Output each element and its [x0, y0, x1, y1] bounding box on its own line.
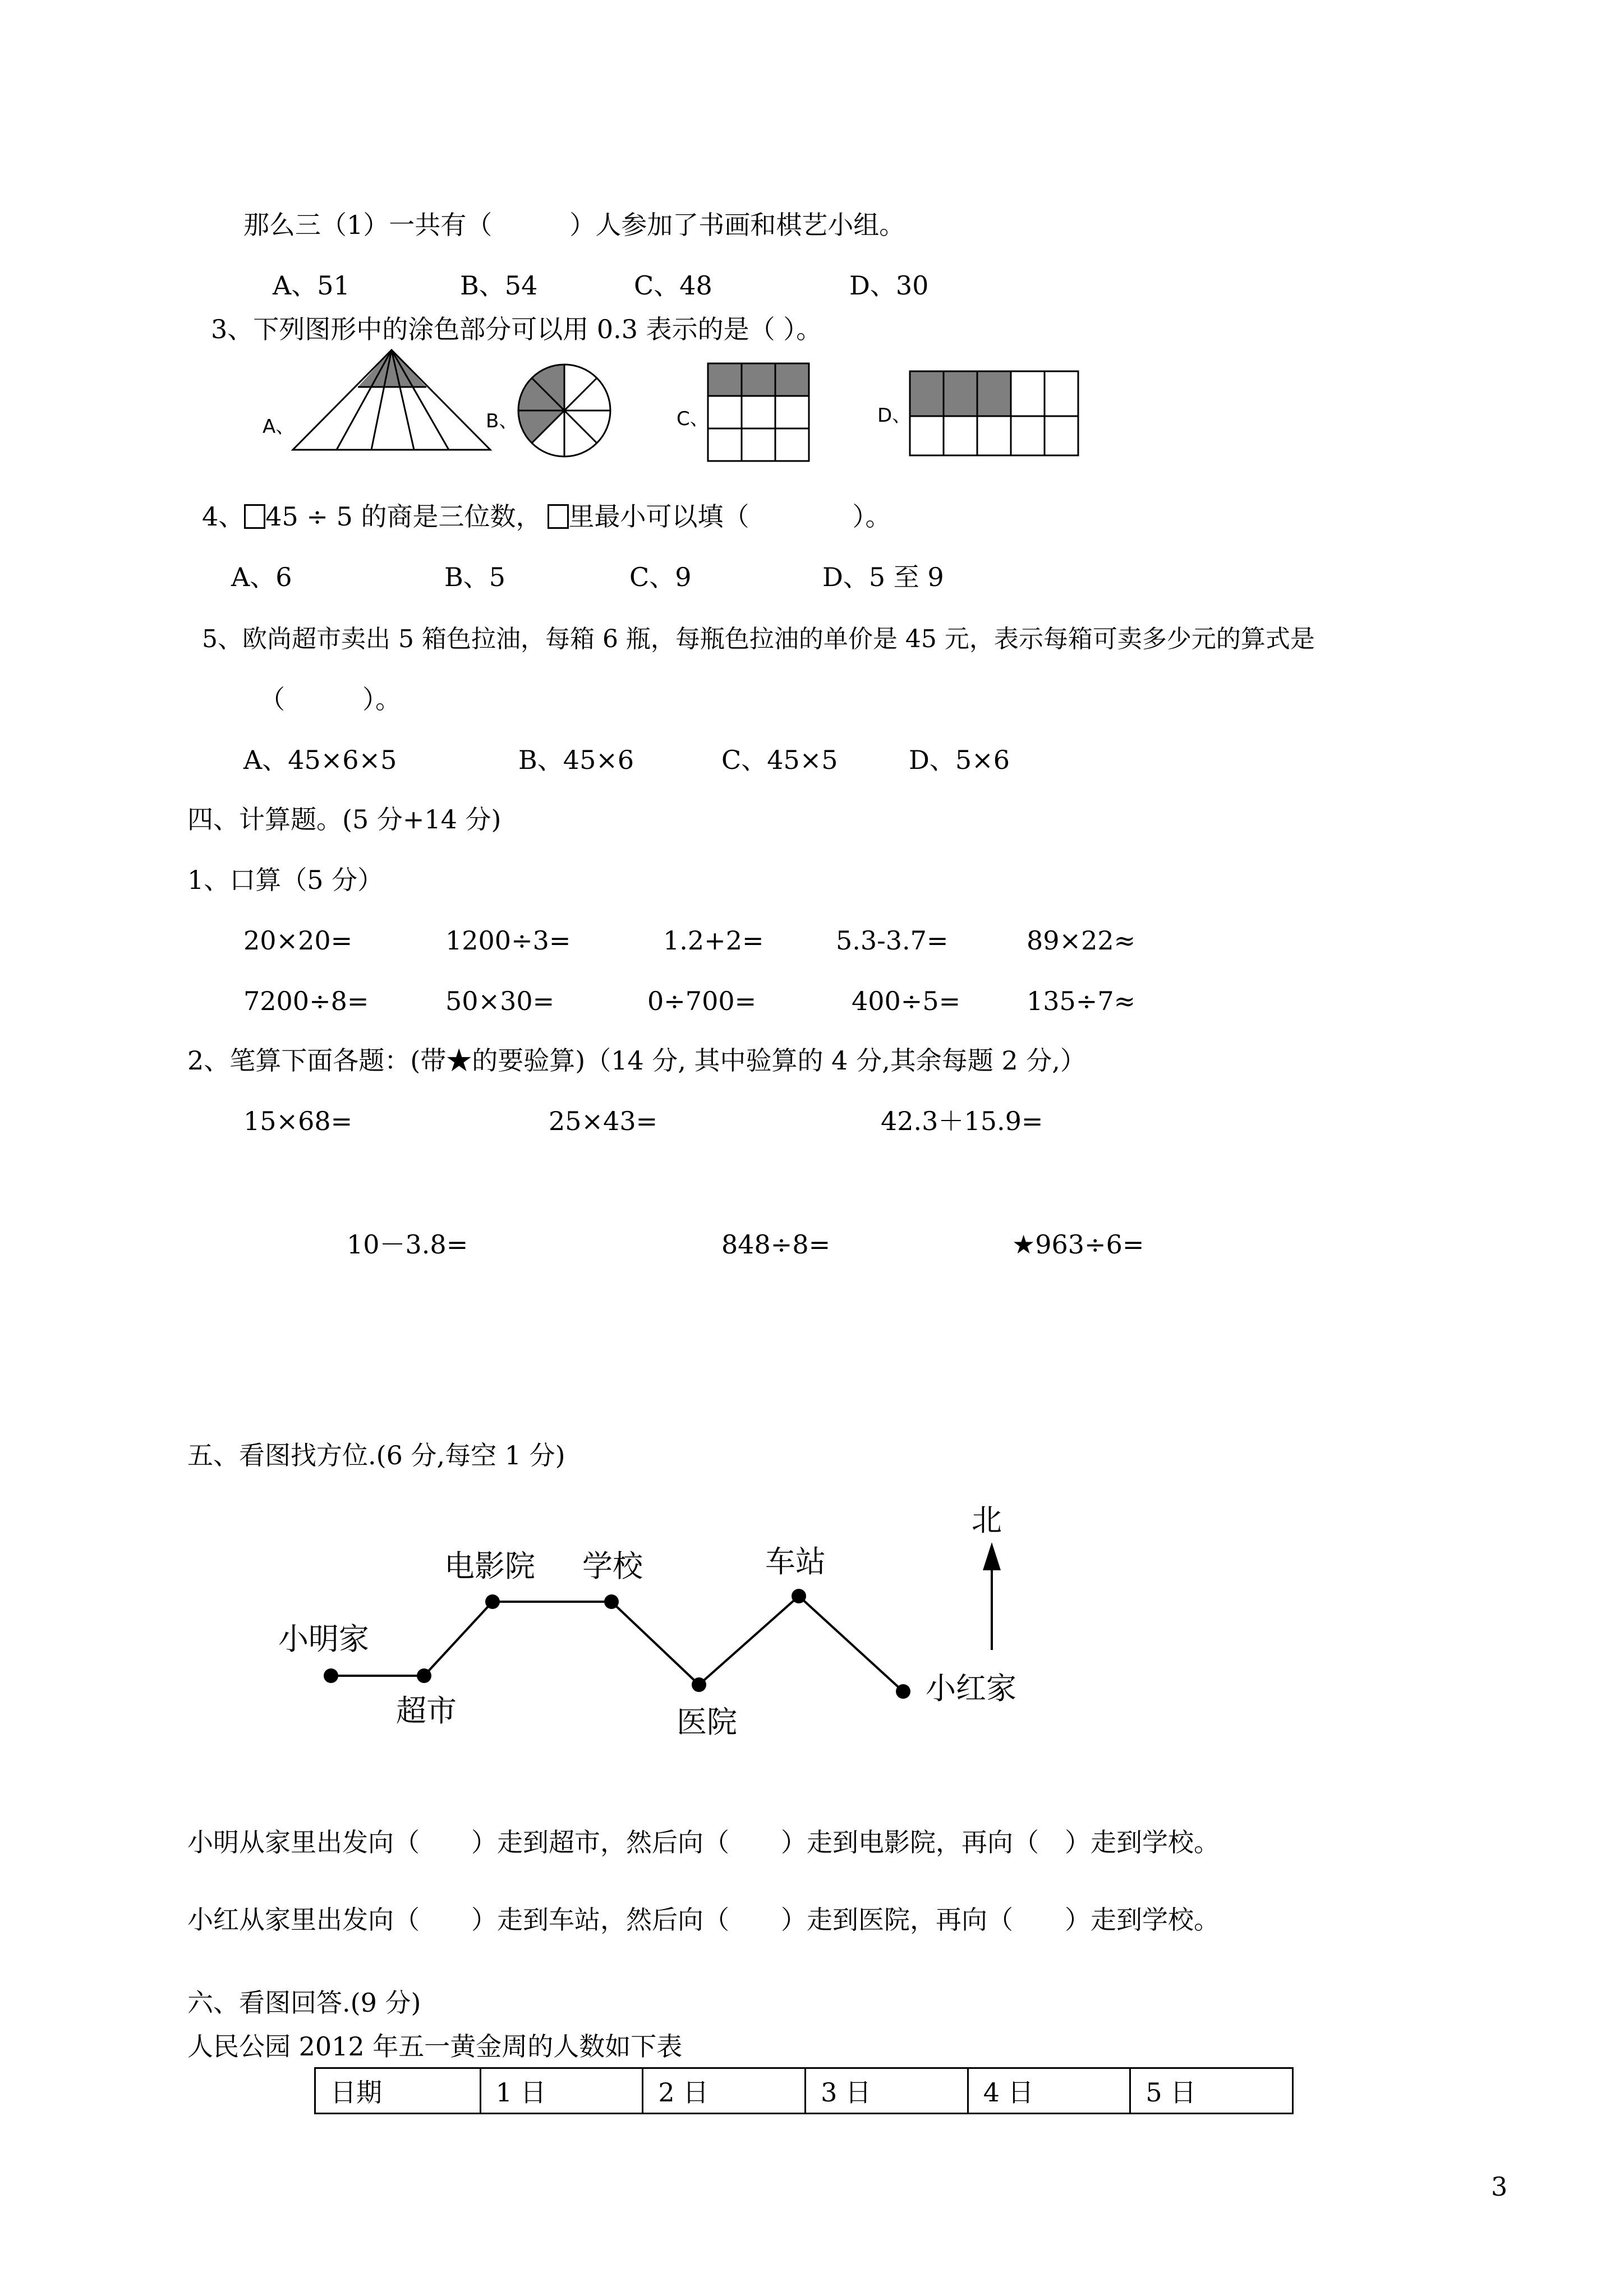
q4-option-a: A、6	[231, 562, 292, 592]
oral-item: 50×30=	[445, 986, 555, 1016]
map-label-school: 学校	[582, 1548, 643, 1584]
written-item: 848÷8=	[721, 1229, 831, 1260]
map-point-hospital	[692, 1677, 706, 1692]
written-item: 15×68=	[243, 1106, 353, 1136]
q4-prefix: 4、	[202, 501, 245, 532]
map-label-supermarket: 超市	[396, 1693, 457, 1728]
written-title: 2、笔算下面各题：(带★的要验算)（14 分, 其中验算的 4 分,其余每题 2 分,）	[187, 1045, 1086, 1076]
map-point-xiaohong-home	[896, 1684, 910, 1699]
north-arrow-icon	[983, 1542, 1001, 1570]
section4-title: 四、计算题。(5 分+14 分)	[187, 804, 502, 835]
oral-item: 20×20=	[243, 925, 353, 956]
q5-line2: （ ）。	[259, 684, 401, 714]
oral-item: 5.3-3.7=	[836, 925, 949, 956]
oral-item: 7200÷8=	[243, 986, 369, 1016]
table-header-day: 2 日	[643, 2068, 806, 2114]
written-item: 25×43=	[549, 1106, 658, 1136]
q4-mid: 45 ÷ 5 的商是三位数，	[265, 501, 542, 532]
q5-line1: 5、欧尚超市卖出 5 箱色拉油，每箱 6 瓶，每瓶色拉油的单价是 45 元，表示每箱可卖多少元的算式是	[202, 625, 1315, 653]
page-number: 3	[1491, 2171, 1508, 2202]
table-caption: 人民公园 2012 年五一黄金周的人数如下表	[187, 2031, 683, 2062]
q2-option-c: C、48	[634, 270, 712, 301]
map-label-xiaohong-home: 小红家	[926, 1671, 1016, 1706]
oral-title: 1、口算（5 分）	[187, 865, 384, 895]
map-label-hospital: 医院	[677, 1704, 737, 1740]
q4-tail: 里最小可以填（ ）。	[568, 501, 891, 532]
figure-b-label: B、	[486, 410, 518, 432]
q5-option-c: C、45×5	[721, 745, 838, 775]
written-item: 10－3.8=	[347, 1229, 468, 1260]
oral-item: 0÷700=	[647, 986, 757, 1016]
table-header-day: 5 日	[1130, 2068, 1293, 2114]
map-point-supermarket	[417, 1668, 431, 1683]
oral-item: 135÷7≈	[1027, 986, 1136, 1016]
q2-option-a: A、51	[273, 270, 350, 301]
q5-option-d: D、5×6	[909, 745, 1010, 775]
oral-item: 1.2+2=	[663, 925, 764, 956]
map-point-xiaoming-home	[324, 1668, 338, 1683]
north-label: 北	[972, 1502, 1002, 1538]
q5-option-b: B、45×6	[518, 745, 634, 775]
q5-option-a: A、45×6×5	[243, 745, 397, 775]
map-point-school	[604, 1594, 619, 1609]
figure-c-label: C、	[677, 408, 709, 430]
section6-title: 六、看图回答.(9 分)	[187, 1988, 421, 2018]
direction-sentence-2: 小红从家里出发向（ ）走到车站，然后向（ ）走到医院，再向（ ）走到学校。	[187, 1905, 1220, 1935]
map-point-station	[792, 1589, 806, 1603]
q4-option-b: B、5	[444, 562, 506, 592]
q4-option-d: D、5 至 9	[822, 562, 944, 592]
q4-option-c: C、9	[629, 562, 692, 592]
q2-text: 那么三（1）一共有（ ）人参加了书画和棋艺小组。	[243, 210, 905, 240]
figure-a-label: A、	[263, 416, 295, 438]
oral-item: 1200÷3=	[445, 925, 571, 956]
table-header-day: 1 日	[480, 2068, 643, 2114]
map-label-station: 车站	[765, 1544, 826, 1579]
map-point-cinema	[485, 1594, 500, 1609]
oral-item: 89×22≈	[1027, 925, 1136, 956]
written-item: 42.3＋15.9=	[881, 1106, 1043, 1136]
map-label-cinema: 电影院	[444, 1548, 535, 1584]
q2-option-d: D、30	[849, 270, 929, 301]
q2-option-b: B、54	[460, 270, 538, 301]
table-header-day: 3 日	[806, 2068, 968, 2114]
written-item: ★963÷6=	[1012, 1229, 1144, 1260]
table-row	[315, 2068, 1293, 2114]
map-label-xiaoming-home: 小明家	[278, 1621, 369, 1657]
q3-text: 3、下列图形中的涂色部分可以用 0.3 表示的是（ ）。	[211, 314, 822, 344]
figure-d-label: D、	[877, 404, 912, 427]
visitors-table	[314, 2067, 1294, 2114]
section5-title: 五、看图找方位.(6 分,每空 1 分)	[187, 1440, 565, 1470]
table-header-day: 4 日	[968, 2068, 1130, 2114]
oral-item: 400÷5=	[852, 986, 961, 1016]
table-header-date: 日期	[315, 2068, 481, 2114]
direction-sentence-1: 小明从家里出发向（ ）走到超市，然后向（ ）走到电影院，再向（ ）走到学校。	[187, 1827, 1220, 1857]
